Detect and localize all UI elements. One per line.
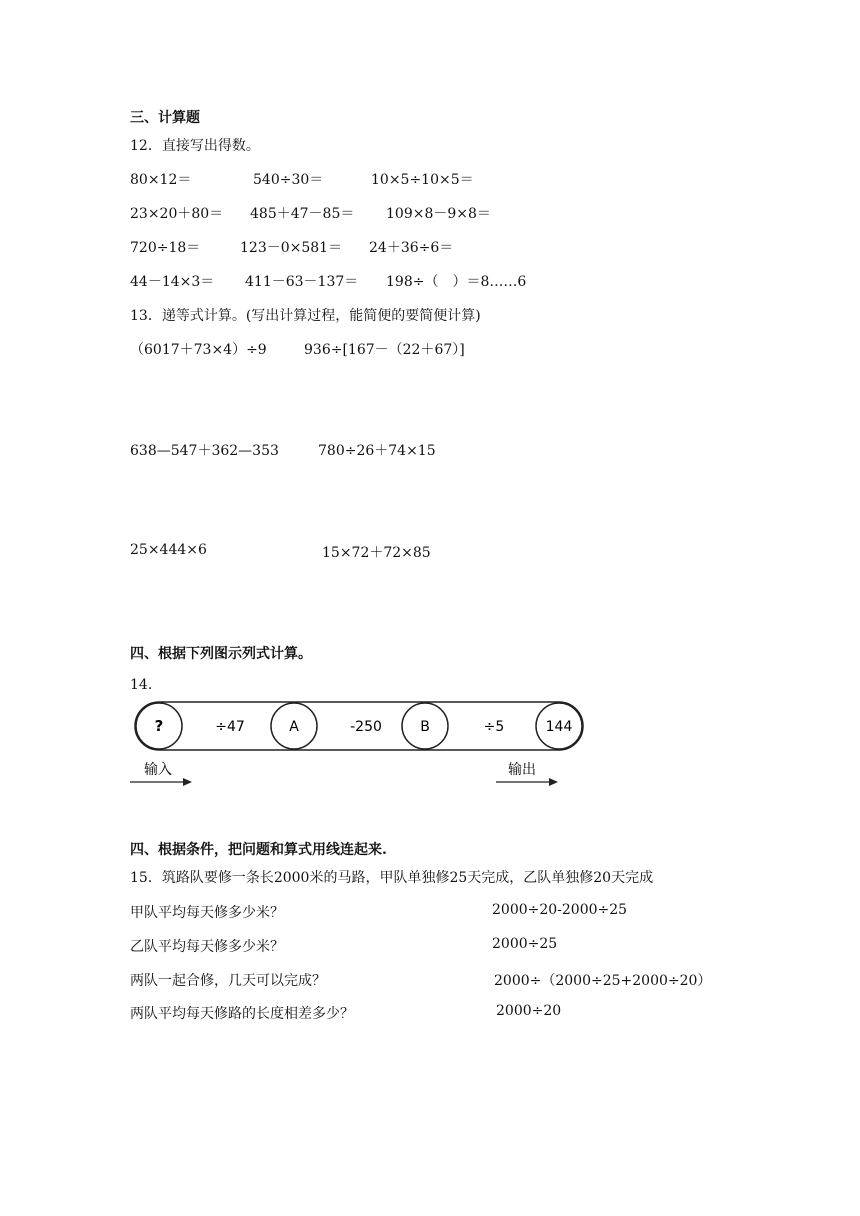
section-4b-heading: 四、根据条件，把问题和算式用线连起来.: [130, 842, 387, 858]
section-4a-heading: 四、根据下列图示列式计算。: [130, 646, 312, 662]
match-formula: 2000÷20: [496, 1003, 562, 1019]
op-divide-47: ÷47: [215, 719, 245, 735]
q12-item: 24＋36÷6＝: [369, 240, 454, 256]
match-question: 两队平均每天修路的长度相差多少？: [130, 1006, 354, 1022]
q12-item: 540÷30＝: [253, 172, 324, 188]
q12-item: 485＋47－85＝: [250, 206, 355, 222]
match-formula: 2000÷（2000÷25+2000÷20）: [494, 973, 712, 989]
node-input-label: ?: [154, 717, 164, 735]
q13-item: （6017＋73×4）÷9: [130, 342, 267, 358]
q13-item: 15×72＋72×85: [322, 545, 431, 561]
q12-item: 720÷18＝: [130, 240, 201, 256]
output-label: 输出: [508, 762, 536, 778]
match-formula: 2000÷25: [492, 936, 558, 952]
question-12-stem: 12．直接写出得数。: [130, 138, 260, 154]
node-output-label: 144: [545, 719, 573, 735]
output-arrow-head: [549, 778, 558, 786]
match-question: 乙队平均每天修多少米？: [130, 939, 284, 955]
q12-item: 123－0×581＝: [240, 240, 343, 256]
q12-item: 80×12＝: [130, 172, 192, 188]
q13-item: 638—547＋362—353: [130, 443, 279, 459]
q12-item: 44－14×3＝: [130, 274, 215, 290]
question-14-label: 14.: [130, 677, 153, 693]
q13-item: 780÷26＋74×15: [318, 443, 436, 459]
q13-item: 25×444×6: [130, 542, 207, 558]
q12-item: 109×8－9×8＝: [386, 206, 491, 222]
question-13-stem: 13．递等式计算。(写出计算过程，能简便的要简便计算): [130, 308, 481, 324]
op-divide-5: ÷5: [483, 719, 505, 735]
flow-diagram: [128, 700, 598, 792]
question-15-stem: 15．筑路队要修一条长2000米的马路，甲队单独修25天完成，乙队单独修20天完成: [130, 870, 654, 886]
match-question: 甲队平均每天修多少米？: [130, 905, 284, 921]
op-minus-250: -250: [350, 719, 382, 735]
q12-item: 23×20＋80＝: [130, 206, 224, 222]
q12-item: 198÷（ ）＝8……6: [386, 274, 527, 290]
q12-item: 10×5÷10×5＝: [371, 172, 474, 188]
section-3-heading: 三、计算题: [130, 110, 200, 126]
q12-item: 411－63－137＝: [245, 274, 359, 290]
input-label: 输入: [144, 762, 172, 778]
q13-item: 936÷[167－（22＋67）]: [304, 342, 465, 358]
match-formula: 2000÷20-2000÷25: [492, 902, 628, 918]
node-b-label: B: [420, 719, 430, 735]
match-question: 两队一起合修，几天可以完成？: [130, 973, 326, 989]
node-a-label: A: [289, 719, 299, 735]
input-arrow-head: [183, 778, 192, 786]
